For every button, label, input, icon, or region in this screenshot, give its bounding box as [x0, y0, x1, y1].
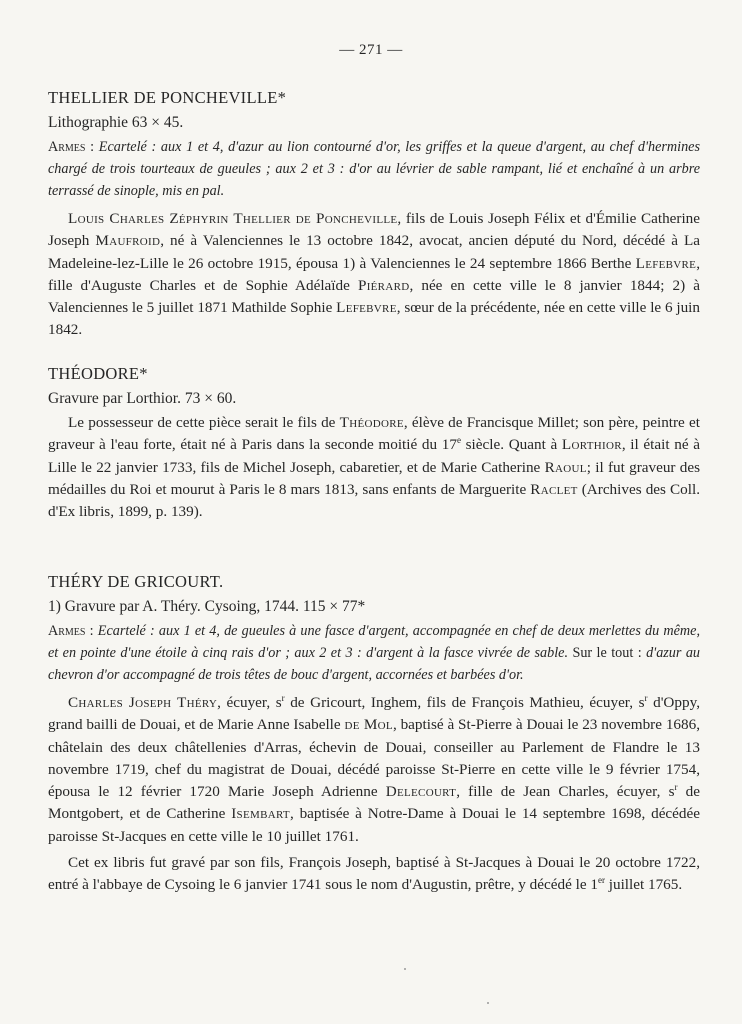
bio-text: Le possesseur de cette pièce serait le fils de	[68, 414, 340, 431]
bio-text: d'Oppy, grand bailli de Douai, et de Marie Anne Isabelle	[48, 694, 700, 734]
note-text: Cet ex libris fut gravé par son fils, François Joseph, baptisé à St-Jacques à Douai le 20 octobre 1722, entré à l'abbaye de Cysoing le 6 janvier 1741 sous le nom d'Augustin, prêtre, y décédé le 1	[48, 854, 700, 894]
entry-biography	[48, 412, 700, 523]
bio-name: Delecourt	[385, 783, 457, 801]
bio-name: Charles Joseph Théry	[68, 694, 218, 711]
entry-biography	[48, 208, 700, 342]
bio-text: , baptisé à St-Pierre à Douai le 23 novembre 1686, châtelain des deux châtellenies d'Arras, échevin de Douai, conseiller au Parlement de Flandre le 13 novembre 1719, chef du magistrat de Douai, décédé paroisse St-Pierre en cette ville le 9 février 1754, épousa le 12 février 1720 Marie Joseph Adrienne	[48, 716, 700, 801]
bio-text: , née en cette ville le 8 janvier 1844; 2) à Valenciennes le 5 juillet 1871 Mathilde Sophie	[48, 276, 700, 317]
entry-technique: 1) Gravure par A. Théry. Cysoing, 1744. 115 × 77*	[48, 598, 366, 615]
bio-text: , élève de Francisque Millet; son père, peintre et graveur à l'eau forte, était né à Paris dans la seconde moitié du 17	[48, 414, 700, 454]
bio-name: Lefebvre	[635, 254, 697, 272]
entry-thery	[48, 572, 700, 901]
bio-name: Lorthior	[561, 436, 622, 454]
armes-label: Armes :	[48, 623, 94, 639]
entry-biography	[48, 692, 700, 848]
bio-text: , sœur de la précédente, née en cette ville le 6 juin 1842.	[48, 299, 700, 339]
bio-name: Lefebvre	[336, 299, 397, 317]
armes-sur-label: Sur le tout :	[572, 645, 642, 661]
bio-text: , fille de Jean Charles, écuyer, s	[456, 783, 675, 801]
bio-text: , fils de Louis Joseph Félix et d'Émilie Catherine Joseph	[48, 210, 701, 250]
bio-text: , écuyer, s	[217, 694, 282, 711]
bio-text: de Montgobert, et de Catherine	[48, 783, 700, 823]
entry-title: THÉODORE*	[48, 364, 148, 383]
bio-text: (Archives des Coll. d'Ex libris, 1899, p. 139).	[48, 480, 700, 521]
bio-text: , fille d'Auguste Charles et de Sophie Adélaïde	[48, 254, 700, 294]
bio-name: Piérard	[357, 276, 410, 294]
paper-speck	[404, 968, 406, 970]
superscript: r	[281, 692, 285, 703]
armes-text-2: d'azur au chevron d'or accompagné de trois têtes de bouc d'argent, accornées et barbées d'or.	[48, 645, 701, 683]
superscript: e	[456, 435, 461, 446]
bio-name: Raoul	[544, 458, 587, 476]
bio-name: Louis Charles Zéphyrin Thellier de Poncheville	[68, 210, 398, 227]
bio-text: ; il fut graveur des médailles du Roi et mourut à Paris le 8 mars 1813, sans enfants de Marguerite	[48, 458, 701, 498]
bio-name: Théodore	[339, 414, 404, 431]
bio-text: , il était né à Lille le 22 janvier 1733, fils de Michel Joseph, cabaretier, et de Marie Catherine	[48, 436, 701, 476]
superscript: r	[674, 782, 678, 793]
entry-title: THELLIER DE PONCHEVILLE*	[48, 88, 287, 107]
superscript: er	[597, 875, 605, 886]
armes-label: Armes :	[48, 139, 95, 155]
bio-name: de Mol	[344, 716, 393, 734]
bio-name: Isembart	[231, 805, 290, 823]
entry-title: THÉRY DE GRICOURT.	[48, 572, 224, 591]
entry-armes	[48, 620, 700, 686]
entry-technique: Lithographie 63 × 45.	[48, 114, 184, 131]
entry-thellier	[48, 88, 700, 346]
paper-speck	[487, 1002, 489, 1004]
armes-text: Ecartelé : aux 1 et 4, de gueules à une fasce d'argent, accompagnée en chef de deux merlettes du même, et en pointe d'une étoile à cinq rais d'or ; aux 2 et 3 : d'argent à la fasce vivrée de sable.	[48, 623, 701, 661]
bio-text: de Gricourt, Inghem, fils de François Mathieu, écuyer, s	[284, 694, 645, 711]
note-text: juillet 1765.	[604, 876, 683, 894]
page-number: — 271 —	[339, 42, 403, 58]
bio-text: , né à Valenciennes le 13 octobre 1842, avocat, ancien député du Nord, décédé à La Madeleine-lez-Lille le 26 octobre 1915, épousa 1) à Valenciennes le 24 septembre 1866 Berthe	[48, 232, 700, 272]
bio-text: , baptisée à Notre-Dame à Douai le 14 septembre 1698, décédée paroisse St-Jacques en cette ville le 10 juillet 1761.	[48, 805, 700, 845]
superscript: r	[644, 692, 648, 703]
entry-technique: Gravure par Lorthior. 73 × 60.	[48, 390, 237, 407]
bio-name: Raclet	[530, 480, 578, 498]
entry-armes	[48, 136, 700, 202]
bio-name: Maufroid	[95, 232, 161, 250]
bio-text: siècle. Quant à	[460, 436, 562, 454]
armes-text: Ecartelé : aux 1 et 4, d'azur au lion contourné d'or, les griffes et la queue d'argent, au chef d'hermines chargé de trois tourteaux de gueules ; aux 2 et 3 : d'or au lévrier de sable rampant, lié et enchaîné à un arbre terrassé de sinople, mis en pal.	[48, 139, 701, 199]
entry-theodore	[48, 364, 700, 527]
entry-note	[48, 852, 700, 897]
